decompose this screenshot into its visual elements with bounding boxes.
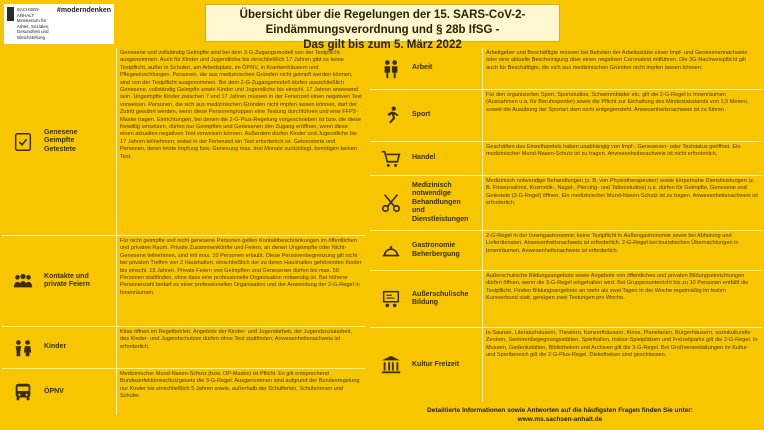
row-label: Kultur Freizeit: [412, 360, 460, 368]
title-line-1: Übersicht über die Regelungen der 15. SARS-CoV-2-Eindämmungsverordnung und § 28b IfSG -: [239, 9, 526, 36]
row-label: Medizinisch notwendige Behandlungen und Dienstleistungen: [412, 181, 469, 223]
row-label: Gastronomie Beherbergung: [412, 242, 460, 258]
row-text: Kitas öffnen im Regelbetrieb. Angebote der Kinder- und Jugendarbeit, der Jugendsozialarbeit, des Kinder- und Jugendschutzes dürfen ohne Test stattfinden; Anwesenheitsnachweis ist erforderlich.: [116, 327, 365, 368]
shopping-cart-icon: [380, 148, 402, 170]
row-label: Handel: [412, 154, 436, 162]
museum-icon: [380, 354, 402, 376]
logo-text: SACHSEN-ANHALT Ministerium für Arbeit, Soziales, Gesundheit und Gleichstellung: [16, 7, 50, 40]
row-kultur: [370, 328, 762, 402]
bus-icon: [12, 381, 34, 403]
row-text: Arbeitgeber und Beschäftigte müssen bei Betreten der Arbeitsstätte einen Impf- und Genesenennachweis oder eine aktuelle Bescheinigung über einen negativen Coronatest mitführen. Die 3G-Nachweispflicht gilt auch für Beschäftigte, die sich aus medizinischen Gründen nicht impfen lassen können.: [482, 48, 762, 89]
row-genesene: [2, 48, 365, 236]
row-label: Kontakte und private Feiern: [44, 272, 90, 288]
footer-info: Detaillierte Informationen sowie Antworten auf die häufigsten Fragen finden Sie unter:: [427, 407, 693, 414]
row-text: Medizinischer Mund-Nasen-Schutz (bzw. OP-Maske) ist Pflicht. Es gilt entsprechend Bundesinfektionsschutzgesetz die 3-G-Regel. Ausgenommen sind aufgrund der Bundesregelung nur Kinder bis einschließlich 5 Jahren sowie, außerhalb der Schulferien, Schülerinnen und Schüler.: [116, 369, 365, 415]
row-label: Arbeit: [412, 64, 433, 72]
scissors-icon: [380, 192, 402, 214]
logo: [4, 4, 114, 44]
row-gastronomie: [370, 231, 762, 271]
row-text: Außerschulische Bildungsangebote sowie Angebote von öffentlichen und privaten Bildungseinrichtungen dürfen öffnen, wenn die 3-G-Regel eingehalten wird. Bei Gruppenunterricht bis zu 10 Personen entfällt die Testpflicht. Finden Bildungsangebote an mehr als zwei Tagen in der Woche regelmäßig im festen Kursverbund statt, genügen zwei Testungen pro Woche.: [482, 271, 762, 327]
footer-link[interactable]: www.ms.sachsen-anhalt.de: [517, 416, 603, 423]
coat-of-arms-icon: [7, 7, 14, 21]
row-dienstleistungen: [370, 176, 762, 231]
row-text: Medizinisch notwendige Behandlungen (z. B. von Physiotherapeuten) sowie körpernahe Dienstleistungen (z. B. Friseursalons, Kosmetik-, Nagel-, Piercing- und Tattoostudios) u.a. dürfen für Geimpfte, Genesene und Getestete (3-G-Regel) öffnen. Ein medizinischer Mund-Nasen-Schutz ist zu tragen. Anwesenheitsnachweis ist erforderlich.: [482, 176, 762, 230]
row-text: Geschäften des Einzelhandels haben unabhängig von Impf-, Genesenen- oder Teststatus geöffnet. Ein medizinischer Mund-Nasen-Schutz ist zu tragen. Anwesenheitsnachweis ist nicht erforderlich.: [482, 142, 762, 175]
sport-icon: [380, 105, 402, 127]
row-label: ÖPNV: [44, 387, 64, 395]
row-text: 2-G-Regel in der Innengastronomie; keine Testpflicht in Außengastronomie sowie bei Abholung und Lieferdiensten. Anwesenheitsnachweis ist erforderlich. 2-G-Regel bei touristischen Übernachtungen in Innenräumen. Anwesenheitsnachweis ist erforderlich.: [482, 231, 762, 270]
people-group-icon: [12, 270, 34, 292]
row-label: Genesene Geimpfte Getestete: [44, 128, 78, 153]
row-oepnv: [2, 369, 365, 415]
cloche-icon: [380, 240, 402, 262]
education-icon: [380, 288, 402, 310]
row-handel: [370, 142, 762, 176]
row-text: In Saunen, Literaturhäusern, Theatern, Konzerthäusern, Kinos, Planetarien, Bürgerhäusern, soziokulturelle Zentren, Seniorenbegegnungsstätten, Spielhallen, Indoor-Spielplätzen und Freizeitparks gilt die 2-G-Regel. In Museen, Gedenkstätten, Bibliotheken und Archiven gilt die 3-G-Regel. Bei Großveranstaltungen im Kultur- und Sportbereich gilt die 2-G-Plus-Regel. Diskotheken sind geschlossen.: [482, 328, 762, 402]
row-label: Außerschulische Bildung: [412, 290, 469, 306]
row-sport: [370, 90, 762, 142]
row-bildung: [370, 271, 762, 328]
children-icon: [12, 337, 34, 359]
row-kinder: [2, 327, 365, 369]
row-text: Für nicht geimpfte und nicht genesene Personen gelten Kontaktbeschränkungen im öffentlichen und privaten Raum. Private Zusammenkünfte und Feiern, an denen Ungeimpfte oder Nicht-Genesene teilnehmen, sind mit max. 10 Personen erlaubt. Diese Personenbegrenzung gilt nicht bei privaten Treffen von 2 Haushalten, einschließlich der zu deren Haushalten gehörenden Kinder bis einschl. 13 Jahren. Private Feiern von Geimpften und Genesenen dürfen bis max. 50 Personen stattfinden, ohne dass eine professionelle Organisation notwendig ist. Bei höherer Personenzahl bedarf es einer professionellen Organisation und der Anwendung der 2-G-Regel in Innenräumen.: [116, 236, 365, 326]
row-kontakte: [2, 236, 365, 327]
row-label: Kinder: [44, 343, 67, 351]
covid-cert-icon: [12, 131, 34, 153]
hashtag: #moderndenken: [56, 7, 111, 14]
page-title: [205, 4, 560, 51]
footer: [380, 406, 740, 424]
row-arbeit: [370, 48, 762, 90]
workers-icon: [380, 58, 402, 80]
row-label: Sport: [412, 111, 431, 119]
row-text: Für den organisierten Sport, Sportstudios, Schwimmbäder etc. gilt die 2-G-Regel in Innenräumen (Ausnahmen u.a. für Berufssportler) sowie die Pflicht zur Einhaltung des Mindestabstands von 1,5 Metern, soweit die Ausübung der Sportart dem nicht entgegensteht. Anwesenheitsnachweis ist zu führen.: [482, 90, 762, 141]
title-line-2: Das gilt bis zum 5. März 2022: [303, 39, 462, 51]
row-text: Genesene und vollständig Geimpfte sind bei dem 3-G-Zugangsmodell von der Testpflicht ausgenommen. Auch für Kinder und Jugendliche bis einschließlich 17 Jahren gibt es keine Testpflicht, außer in Schulen, am Arbeitsplatz, im ÖPNV, in Krankenhäusern und Pflegeeinrichtungen. Personen, die aus medizinischen Gründen nicht geimpft werden können, sind von der Testpflicht ausgenommen. Bei dem 2-G-Zugangsmodell dürfen ausschließlich Genesene, vollständig Geimpfte sowie Kinder und Jugendliche bis einschl. 17 Jahren anwesend sein. Ungeimpfte Kinder zwischen 7 und 17 Jahren müssen in der Ferienzeit einen negativen Test vorweisen. Personen, die sich aus medizinischen Gründen nicht impfen lassen können, darf der Zutritt gewährt werden, wenn diese Personengruppen eine Testung durchführen und eine FFP2-Maske tragen. Einrichtungen, bei denen die 2-G-Plus-Regelung vorgeschrieben ist bzw. die diese freiwillig umsetzen, dürfen nur Geimpften und Genesenen den Zugang eröffnen, wenn diese einen aktuellen negativen Test vorweisen können. Außerdem dürfen Kinder und Jugendliche bis 17 Jahren teilnehmen, wobei in der Ferienzeit ein Test erforderlich ist. Geboosterte und Personen, deren letzte Impfung bzw. Genesung max. drei Monate zurückliegt, benötigen keinen Test.: [116, 48, 365, 235]
